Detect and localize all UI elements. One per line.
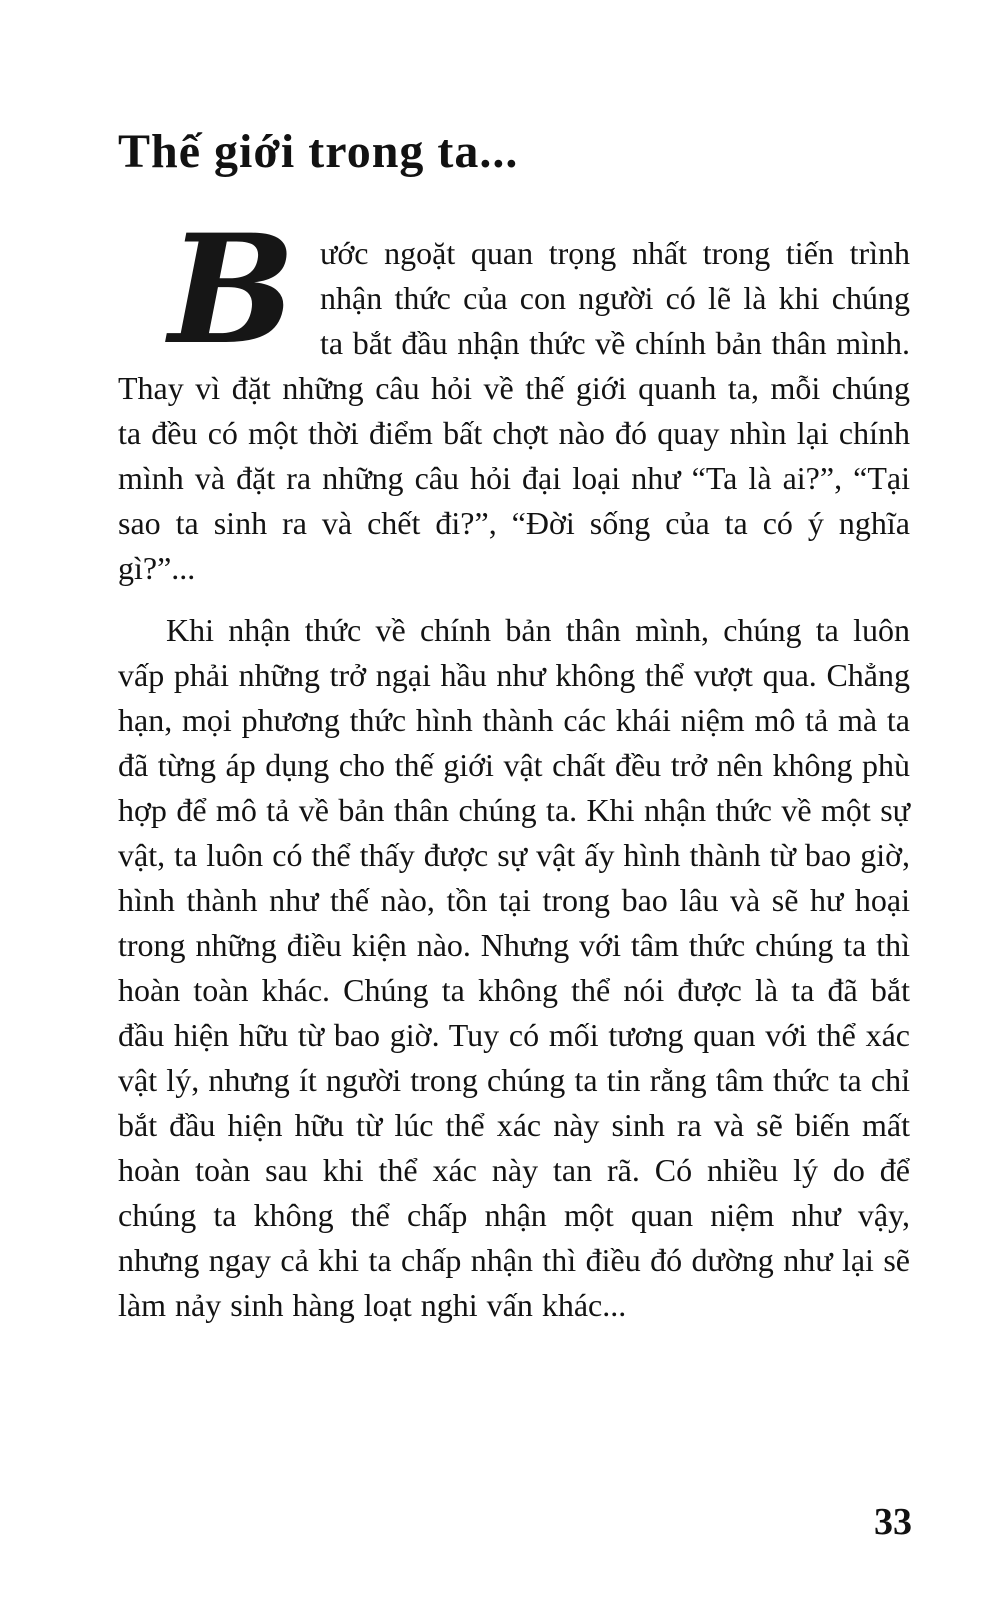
paragraph-text: ước ngoặt quan trọng nhất trong tiến trình nhận thức của con người có lẽ là khi chúng ta bắt đầu nhận thức về chính bản thân mình. Thay vì đặt những câu hỏi về thế giới quanh ta, mỗi chúng ta đều có một thời điểm bất chợt nào đó quay nhìn lại chính mình và đặt ra những câu hỏi đại loại như “Ta là ai?”, “Tại sao ta sinh ra và chết đi?”, “Đời sống của ta có ý nghĩa gì?”...: [118, 234, 910, 586]
page-number: 33: [874, 1501, 912, 1543]
paragraph: [118, 201, 910, 591]
text-column: [118, 126, 910, 1328]
dropcap-letter: B: [168, 201, 296, 378]
paragraph-text: Khi nhận thức về chính bản thân mình, chúng ta luôn vấp phải những trở ngại hầu như không thể vượt qua. Chẳng hạn, mọi phương thức hình thành các khái niệm mô tả mà ta đã từng áp dụng cho thế giới vật chất đều trở nên không phù hợp để mô tả về bản thân chúng ta. Khi nhận thức về một sự vật, ta luôn có thể thấy được sự vật ấy hình thành từ bao giờ, hình thành như thế nào, tồn tại trong bao lâu và sẽ hư hoại trong những điều kiện nào. Nhưng với tâm thức chúng ta thì hoàn toàn khác. Chúng ta không thể nói được là ta đã bắt đầu hiện hữu từ bao giờ. Tuy có mối tương quan với thể xác vật lý, nhưng ít người trong chúng ta tin rằng tâm thức ta chỉ bắt đầu hiện hữu từ lúc thể xác này sinh ra và sẽ biến mất hoàn toàn sau khi thể xác này tan rã. Có nhiều lý do để chúng ta không thể chấp nhận một quan niệm như vậy, nhưng ngay cả khi ta chấp nhận thì điều đó dường như lại sẽ làm nảy sinh hàng loạt nghi vấn khác...: [118, 611, 910, 1323]
page-title: Thế giới trong ta...: [118, 125, 519, 178]
paragraph: [118, 608, 910, 1328]
